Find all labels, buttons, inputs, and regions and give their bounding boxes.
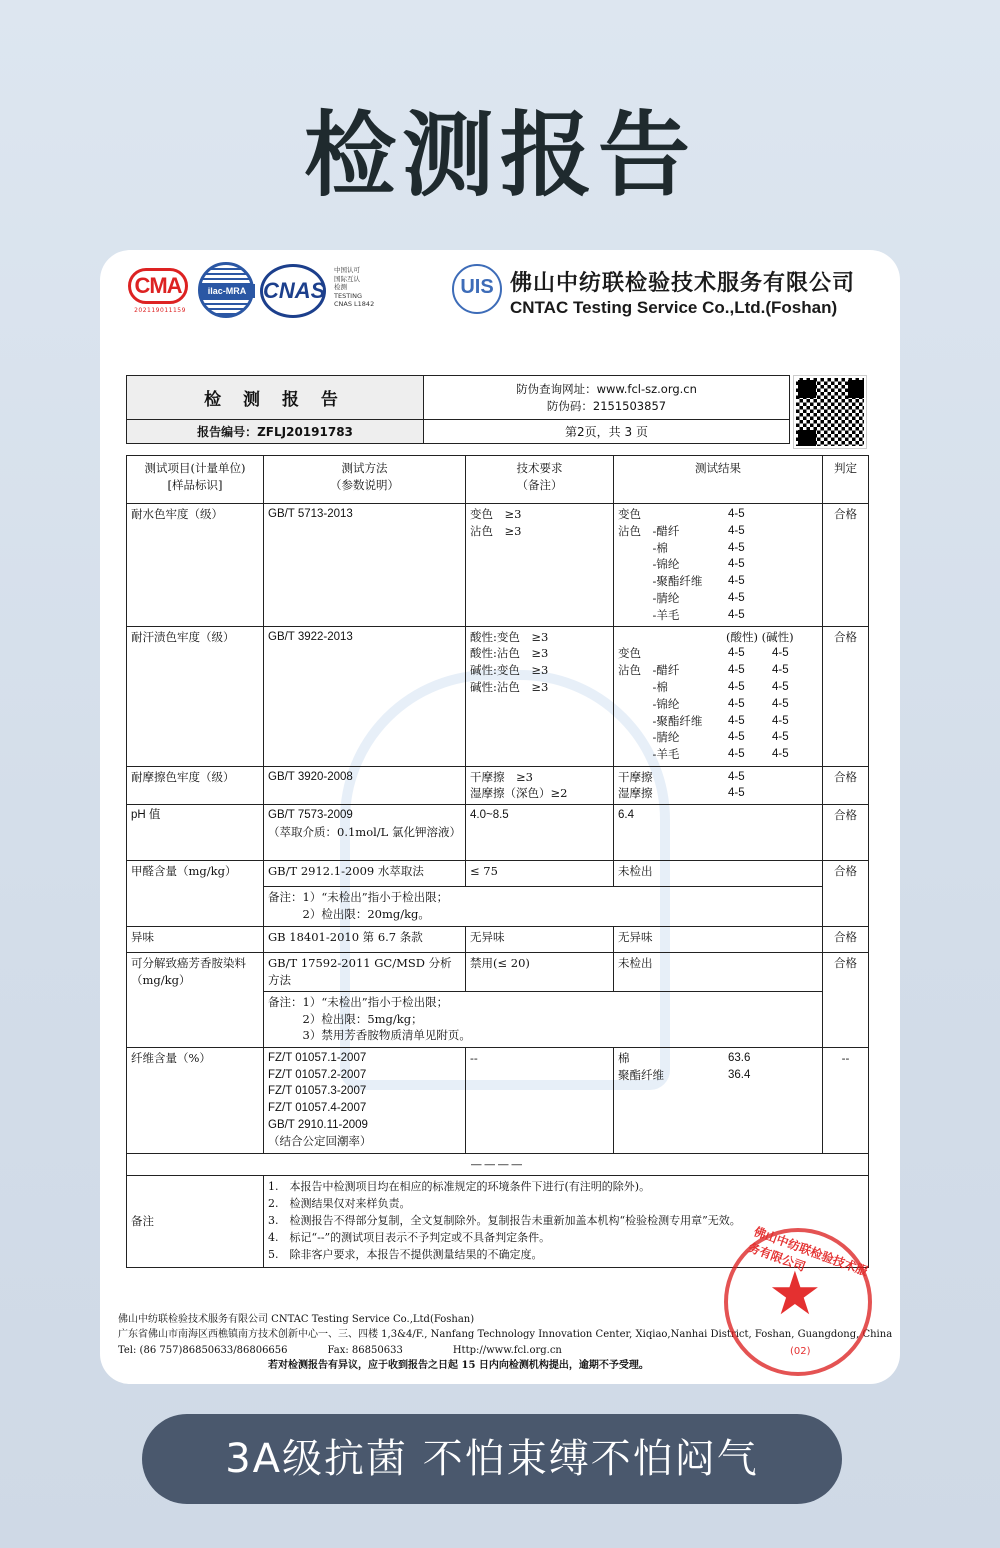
result-line: -锦纶 4-5 xyxy=(618,557,745,572)
table-row: pH 值 GB/T 7573-2009 （萃取介质：0.1mol/L 氯化钾溶液） 4.0~8.5 6.4 合格 xyxy=(127,805,869,861)
page-indicator: 第2页，共 3 页 xyxy=(424,420,790,444)
table-note-row: 备注：1）“未检出”指小于检出限； 2）检出限：20mg/kg。 xyxy=(127,887,869,927)
result-line: 沾色 -醋纤 4-5 4-5 xyxy=(618,663,789,678)
table-row: 耐汗渍色牢度（级） GB/T 3922-2013 酸性:变色 ≥3 酸性:沾色 ≥3 碱性:变色 ≥3 碱性:沾色 ≥3 (酸性) (碱性) 变色 4-5 4-5 沾色 -醋纤 4-5 4-5 -棉 4-5 4-5 -锦纶 4-5 4-5 -聚酯纤维 4-5 4-5 -腈纶 4-5 4-5 -羊毛 4-5 4-5 合格 xyxy=(127,626,869,766)
header-judge: 判定 xyxy=(823,456,869,504)
report-card xyxy=(100,250,900,1384)
table-row: 异味 GB 18401-2010 第 6.7 条款 无异味 无异味 合格 xyxy=(127,927,869,953)
anti-fake-info xyxy=(424,376,790,420)
cma-number: 202119011159 xyxy=(134,307,186,314)
table-row: 纤维含量（%） FZ/T 01057.1-2007 FZ/T 01057.2-2007 FZ/T 01057.3-2007 FZ/T 01057.4-2007 GB/T 2910.11-2009 （结合公定回潮率） -- 棉 63.6 聚酯纤维 36.4 -- xyxy=(127,1047,869,1153)
remarks-row: 备注 1. 本报告中检测项目均在相应的标准规定的环境条件下进行(有注明的除外)。 2. 检测结果仅对来样负责。 3. 检测报告不得部分复制，全文复制除外。复制报告未重新加盖本机构“检验检测专用章”无效。 4. 标记“--”的测试项目表示不予判定或不具备判定条件。 5. 除非客户要求，本报告不提供测量结果的不确定度。 xyxy=(127,1175,869,1267)
page-title: 检测报告 xyxy=(303,102,696,209)
result-line: 棉 63.6 xyxy=(618,1050,751,1065)
table-note-row: 备注：1）“未检出”指小于检出限； 2）检出限：5mg/kg； 3）禁用芳香胺物质清单见附页。 xyxy=(127,991,869,1047)
result-line: -棉 4-5 xyxy=(618,540,745,555)
result-line: -腈纶 4-5 4-5 xyxy=(618,730,789,745)
separator-row: ———— xyxy=(127,1153,869,1175)
official-seal: 佛山中纺联检验技术服务有限公司 ★ (02) xyxy=(724,1228,872,1376)
query-site: 防伪查询网址：www.fcl-sz.org.cn xyxy=(516,381,697,396)
result-line: -腈纶 4-5 xyxy=(618,590,745,605)
header-method: 测试方法 （参数说明） xyxy=(264,456,466,504)
result-line: -羊毛 4-5 4-5 xyxy=(618,747,789,762)
ilac-mra-logo: ilac-MRA xyxy=(198,262,254,318)
star-icon: ★ xyxy=(768,1259,822,1329)
company-name-cn: 佛山中纺联检验技术服务有限公司 xyxy=(510,271,856,296)
table-row: 耐水色牢度（级） GB/T 5713-2013 变色 ≥3 沾色 ≥3 变色 4-5 沾色 -醋纤 4-5 -棉 4-5 -锦纶 4-5 -聚酯纤维 4-5 -腈纶 4-5 -羊毛 4-5 合格 xyxy=(127,504,869,627)
result-line: 湿摩擦 4-5 xyxy=(618,786,745,801)
table-row: 可分解致癌芳香胺染料（mg/kg） GB/T 17592-2011 GC/MSD 分析方法 禁用(≤ 20) 未检出 合格 xyxy=(127,953,869,992)
header-item: 测试项目(计量单位) [样品标识] xyxy=(127,456,264,504)
report-footer: 佛山中纺联检验技术服务有限公司 CNTAC Testing Service Co.,Ltd(Foshan) 广东省佛山市南海区西樵镇南方技术创新中心一、三、四楼 1,3&4/F., Nanfang Technology Innovation Center, Xiqiao,Nanhai District, Foshan, Guangdong, China Tel: (86 757)86850633/86806656 Fax: 86850633 Http://www.fcl.org.cn 若对检测报告有异议，应于收到报告之日起 15 日内向检测机构提出，逾期不予受理。 xyxy=(118,1314,893,1372)
result-line: -聚酯纤维 4-5 xyxy=(618,574,745,589)
result-line: 变色 4-5 4-5 xyxy=(618,646,789,661)
report-title: 检 测 报 告 xyxy=(127,376,424,420)
results-table xyxy=(126,455,869,1268)
table-row: 耐摩擦色牢度（级） GB/T 3920-2008 干摩擦 ≥3 湿摩擦（深色）≥2 干摩擦 4-5 湿摩擦 4-5 合格 xyxy=(127,766,869,805)
result-line: 沾色 -醋纤 4-5 xyxy=(618,523,745,538)
report-number: 报告编号：ZFLJ20191783 xyxy=(127,420,424,444)
result-line: -锦纶 4-5 4-5 xyxy=(618,696,789,711)
table-row: 甲醛含量（mg/kg） GB/T 2912.1-2009 水萃取法 ≤ 75 未检出 合格 xyxy=(127,861,869,887)
result-line: 变色 4-5 xyxy=(618,507,745,521)
result-line: -棉 4-5 4-5 xyxy=(618,679,789,694)
result-line: -聚酯纤维 4-5 4-5 xyxy=(618,713,789,728)
feature-banner: 3A级抗菌 不怕束缚不怕闷气 xyxy=(142,1414,842,1504)
cnas-logo: CNAS xyxy=(260,264,326,318)
company-name-en: CNTAC Testing Service Co.,Ltd.(Foshan) xyxy=(510,298,838,317)
table-header-row xyxy=(127,456,869,504)
result-line: -羊毛 4-5 xyxy=(618,607,745,622)
result-line: 干摩擦 4-5 xyxy=(618,769,745,784)
cma-logo: CMA 202119011159 xyxy=(128,268,192,314)
header-result: 测试结果 xyxy=(614,456,823,504)
qr-code xyxy=(794,376,866,448)
header-requirement: 技术要求 （备注） xyxy=(466,456,614,504)
report-header-table xyxy=(126,375,790,444)
result-line: 聚酯纤维 36.4 xyxy=(618,1067,751,1082)
uis-logo-icon: UIS xyxy=(452,264,502,314)
anti-fake-code: 防伪码：2151503857 xyxy=(546,398,667,413)
cnas-caption: 中国认可 国际互认 检测 TESTING CNAS L1842 xyxy=(334,266,375,309)
